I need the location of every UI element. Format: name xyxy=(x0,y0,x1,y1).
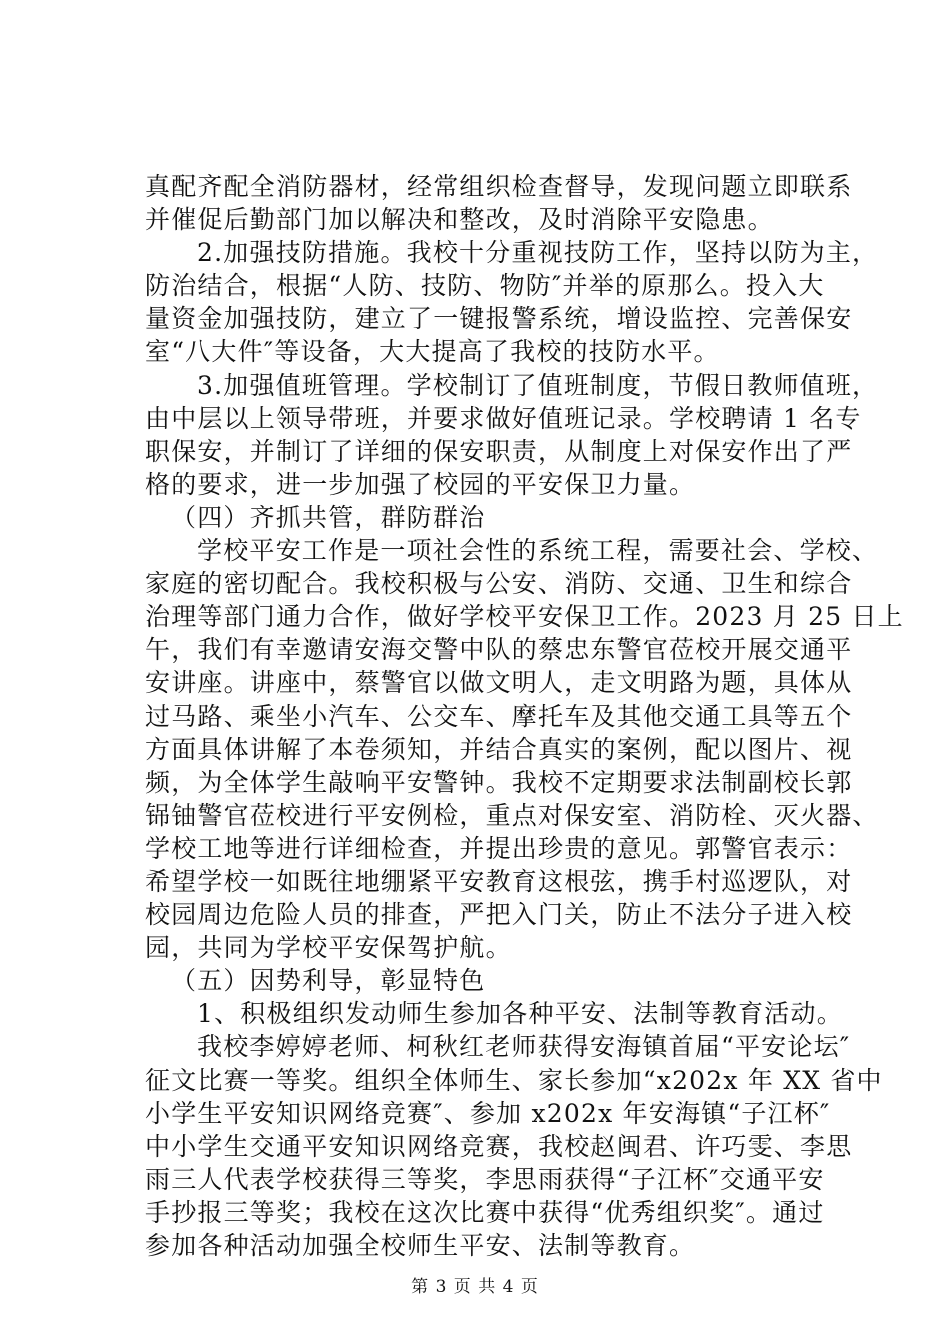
text-line: 我校李婷婷老师、柯秋红老师获得安海镇首届“平安论坛″ xyxy=(197,1032,851,1062)
text-line: 学校工地等进行详细检查，并提出珍贵的意见。郭警官表示： xyxy=(145,833,853,863)
text-line: 过马路、乘坐小汽车、公交车、摩托车及其他交通工具等五个 xyxy=(145,701,853,731)
section-heading: （五）因势利导，彰显特色 xyxy=(171,966,486,996)
text-line: 铞铀警官莅校进行平安例检，重点对保安室、消防栓、灭火器、 xyxy=(145,800,879,830)
text-line: 室“八大件″等设备，大大提高了我校的技防水平。 xyxy=(145,337,720,367)
text-line: 安讲座。讲座中，蔡警官以做文明人，走文明路为题，具体从 xyxy=(145,668,853,698)
text-line: 2.加强技防措施。我校十分重视技防工作，坚持以防为主， xyxy=(197,238,879,268)
text-line: 格的要求，进一步加强了校园的平安保卫力量。 xyxy=(145,469,696,499)
page-footer: 第 3 页 共 4 页 xyxy=(411,1277,539,1297)
text-line: 3.加强值班管理。学校制订了值班制度，节假日教师值班， xyxy=(197,370,879,400)
text-line: 小学生平安知识网络竞赛″、参加 x202x 年安海镇“子江杯″ xyxy=(145,1098,831,1128)
text-line: 量资金加强技防，建立了一键报警系统，增设监控、完善保安 xyxy=(145,304,853,334)
text-line: 学校平安工作是一项社会性的系统工程，需要社会、学校、 xyxy=(197,536,879,566)
document-body xyxy=(145,170,904,1262)
text-line: 并催促后勤部门加以解决和整改，及时消除平安隐患。 xyxy=(145,205,774,235)
text-line: 防治结合，根据“人防、技防、物防″并举的原那么。投入大 xyxy=(145,271,825,301)
text-line: 频，为全体学生敲响平安警钟。我校不定期要求法制副校长郭 xyxy=(145,767,853,797)
text-line: 午，我们有幸邀请安海交警中队的蔡忠东警官莅校开展交通平 xyxy=(145,635,853,665)
text-line: 中小学生交通平安知识网络竞赛，我校赵闽君、许巧雯、李思 xyxy=(145,1131,853,1161)
section-heading: （四）齐抓共管，群防群治 xyxy=(171,502,486,532)
text-line: 参加各种活动加强全校师生平安、法制等教育。 xyxy=(145,1231,696,1260)
text-line: 方面具体讲解了本卷须知，并结合真实的案例，配以图片、视 xyxy=(145,734,853,764)
text-line: 雨三人代表学校获得三等奖，李思雨获得“子江杯″交通平安 xyxy=(145,1164,825,1194)
text-line: 征文比赛一等奖。组织全体师生、家长参加“x202x 年 XX 省中 xyxy=(145,1065,883,1095)
text-line: 手抄报三等奖；我校在这次比赛中获得“优秀组织奖″。通过 xyxy=(145,1197,825,1227)
text-line: 1、积极组织发动师生参加各种平安、法制等教育活动。 xyxy=(197,999,843,1029)
text-line: 校园周边危险人员的排查，严把入门关，防止不法分子进入校 xyxy=(145,900,853,930)
text-line: 真配齐配全消防器材，经常组织检查督导，发现问题立即联系 xyxy=(145,172,853,201)
text-line: 治理等部门通力合作，做好学校平安保卫工作。2023 月 25 日上 xyxy=(145,602,904,632)
text-line: 职保安，并制订了详细的保安职责，从制度上对保安作出了严 xyxy=(145,436,853,466)
text-line: 希望学校一如既往地绷紧平安教育这根弦，携手村巡逻队，对 xyxy=(145,866,853,896)
text-line: 园，共同为学校平安保驾护航。 xyxy=(145,933,512,963)
text-line: 家庭的密切配合。我校积极与公安、消防、交通、卫生和综合 xyxy=(145,569,853,599)
text-line: 由中层以上领导带班，并要求做好值班记录。学校聘请 1 名专 xyxy=(145,403,862,433)
